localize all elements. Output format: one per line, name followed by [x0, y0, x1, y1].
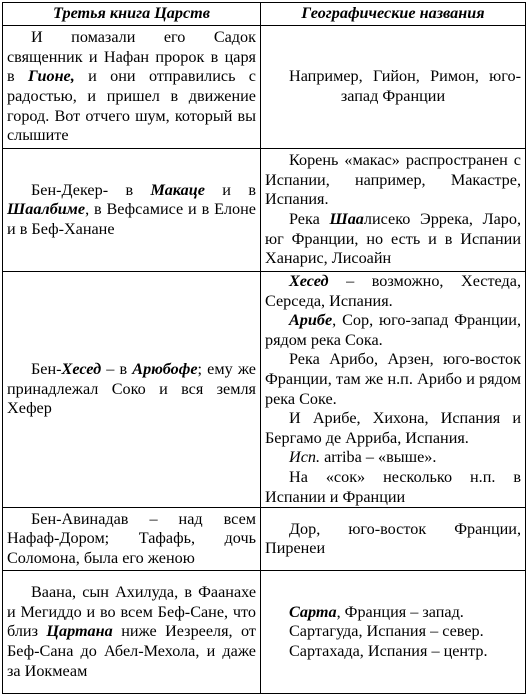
table-row	[3, 149, 526, 272]
highlighted-place: Гионе,	[28, 67, 75, 86]
verse-cell: Бен-Авинадав – над всем Нафаф-Дором; Тафафь, дочь Соломона, была его женою	[3, 508, 261, 571]
header-kings-book: Третья книга Царств	[3, 3, 261, 26]
highlighted-place: Макаце	[150, 180, 205, 199]
highlighted-place: Шаа	[329, 210, 364, 228]
highlighted-place: Арюбофе	[132, 360, 198, 379]
highlighted-place: Хесед	[289, 272, 329, 290]
geo-cell: Например, Гийон, Римон, юго-запад Франции	[261, 26, 526, 149]
highlighted-place: Сарта	[289, 602, 337, 621]
table-row	[3, 272, 526, 508]
highlighted-place: Цартана	[46, 622, 113, 641]
highlighted-place: Хесед	[61, 360, 102, 379]
table-row	[3, 571, 526, 694]
table-header-row	[3, 3, 526, 26]
table-row	[3, 26, 526, 149]
verse-cell: Бен-Декер- в Макаце и в Шаалбиме, в Вефсамисе и в Елоне и в Беф-Ханане	[3, 149, 261, 272]
geography-table	[2, 2, 526, 694]
verse-cell: И помазали его Садок священник и Нафан пророк в царя в Гионе, и они отправились с радостью, и пришел в движение город. Вот отчего шум, который вы слышите	[3, 26, 261, 149]
header-geographic-names: Географические названия	[261, 3, 526, 26]
highlighted-place: Шаалбиме	[7, 200, 86, 219]
verse-cell: Бен-Хесед – в Арюбофе; ему же принадлежал Соко и вся земля Хефер	[3, 272, 261, 508]
geo-cell: Корень «макас» распространен с Испании, например, Макастре, Испания. Река Шаалисеко Эррека, Ларо, юг Франции, но есть и в Испании Ханарис, Лисоайн	[261, 149, 526, 272]
highlighted-place: Арибе	[289, 311, 333, 330]
geo-cell: Хесед – возможно, Хестеда, Серседа, Испания. Арибе, Сор, юго-запад Франции, рядом река Сока. Река Арибо, Арзен, юго-восток Франции, там же н.п. Арибо и рядом река Соке. И Арибе, Хихона, Испания и Бергамо де Арриба, Испания. Исп. arriba – «выше». На «сок» несколько н.п. в Испании и Франции	[261, 272, 526, 508]
table-row	[3, 508, 526, 571]
verse-cell: Ваана, сын Ахилуда, в Фаанахе и Мегиддо и во всем Беф-Сане, что близ Цартана ниже Иезрееля, от Беф-Сана до Абел-Мехола, и даже за Иокмеам	[3, 571, 261, 694]
geo-cell: Дор, юго-восток Франции, Пиренеи	[261, 508, 526, 571]
abbreviation: Исп.	[289, 448, 321, 467]
geo-cell: Сарта, Франция – запад. Сартагуда, Испания – север. Сартахада, Испания – центр.	[261, 571, 526, 694]
